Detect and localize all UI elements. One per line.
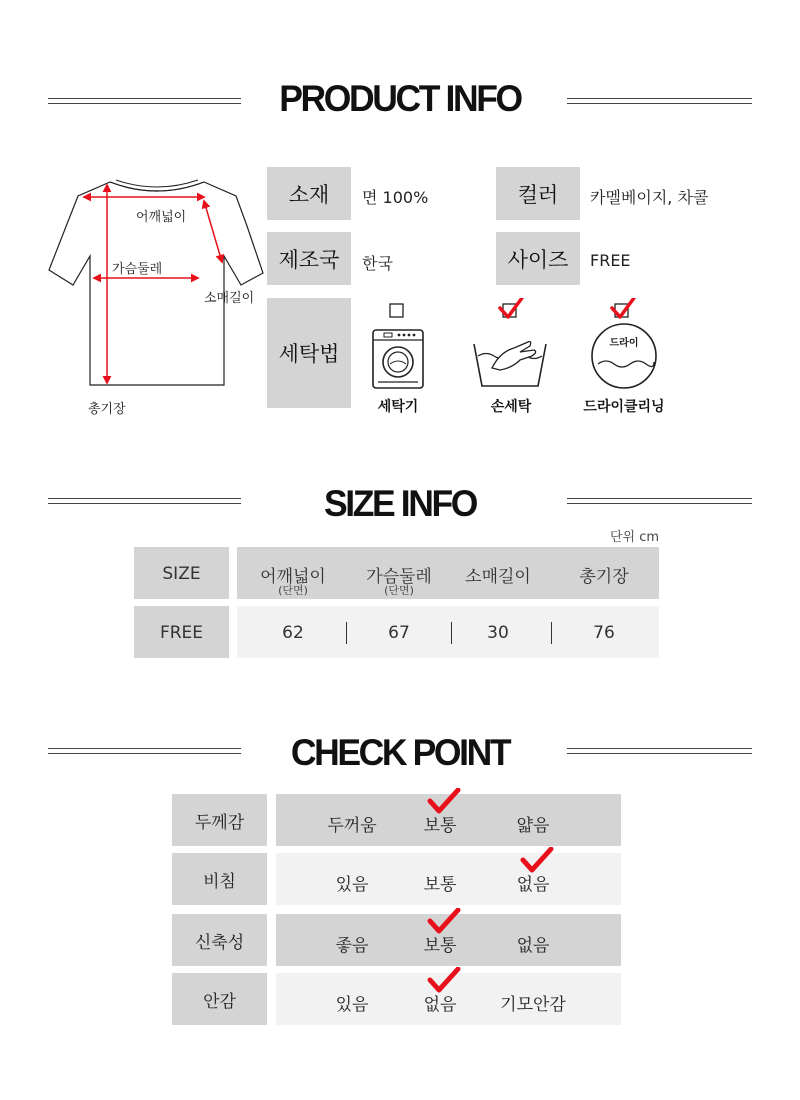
dry-clean-icon-text: 드라이 (609, 338, 639, 349)
check-option: 있음 (335, 875, 369, 895)
check-option: 보통 (423, 816, 457, 836)
diagram-label-length: 총기장 (88, 402, 126, 417)
check-option: 얇음 (516, 816, 550, 836)
material-value: 면 100% (362, 188, 429, 207)
check-mark-icon (427, 967, 461, 995)
care-label-hand: 손세탁 (490, 399, 532, 415)
care-label-dry: 드라이클리닝 (583, 399, 665, 415)
washing-machine-icon (368, 302, 428, 392)
check-option: 없음 (516, 936, 550, 956)
care-label-machine: 세탁기 (377, 399, 419, 415)
diagram-label-shoulder: 어깨넓이 (136, 210, 187, 225)
size-header-chest: 가슴둘레 (366, 567, 432, 587)
size-header-shoulder: 어깨넓이 (260, 567, 326, 587)
size-value-shoulder: 62 (282, 623, 304, 643)
size-header-shoulder-sub: (단면) (278, 584, 308, 597)
size-value-length: 76 (593, 623, 615, 643)
check-point-title: CHECK POINT (290, 732, 510, 773)
size-row-size: FREE (159, 623, 204, 643)
size-info-title: SIZE INFO (323, 483, 477, 524)
check-row-label: 신축성 (172, 914, 267, 966)
material-label: 소재 (267, 167, 351, 220)
check-option: 두꺼움 (327, 816, 377, 836)
color-value: 카멜베이지, 차콜 (590, 188, 709, 207)
size-label: 사이즈 (496, 232, 580, 285)
check-option: 없음 (423, 995, 457, 1015)
check-option: 없음 (516, 875, 550, 895)
check-option: 보통 (423, 875, 457, 895)
size-header-size: SIZE (162, 564, 201, 584)
diagram-label-chest: 가슴둘레 (112, 262, 163, 277)
size-header-chest-sub: (단면) (384, 584, 414, 597)
size-value: FREE (590, 251, 631, 270)
check-option: 좋음 (335, 936, 369, 956)
check-row-label: 비침 (172, 853, 267, 905)
size-value-sleeve: 30 (487, 623, 509, 643)
dry-clean-icon (588, 298, 668, 392)
size-separator (451, 622, 452, 644)
check-option: 있음 (335, 995, 369, 1015)
check-option: 보통 (423, 936, 457, 956)
check-option: 기모안감 (500, 995, 566, 1015)
check-row-label: 두께감 (172, 794, 267, 846)
unit-label: 단위 cm (610, 530, 660, 545)
check-row-label: 안감 (172, 973, 267, 1025)
size-separator (346, 622, 347, 644)
size-header-sleeve: 소매길이 (465, 567, 531, 587)
product-info-title: PRODUCT INFO (279, 78, 521, 119)
machine-checkbox (390, 304, 403, 317)
color-label: 컬러 (496, 167, 580, 220)
check-mark-icon (427, 788, 461, 816)
check-mark-icon (520, 847, 554, 875)
origin-value: 한국 (362, 254, 393, 273)
size-header-length: 총기장 (579, 567, 629, 587)
check-mark-icon (427, 908, 461, 936)
diagram-label-sleeve: 소매길이 (204, 291, 255, 306)
origin-label: 제조국 (267, 232, 351, 285)
hand-wash-icon (470, 298, 550, 392)
wash-label: 세탁법 (267, 298, 351, 408)
size-separator (551, 622, 552, 644)
size-value-chest: 67 (388, 623, 410, 643)
